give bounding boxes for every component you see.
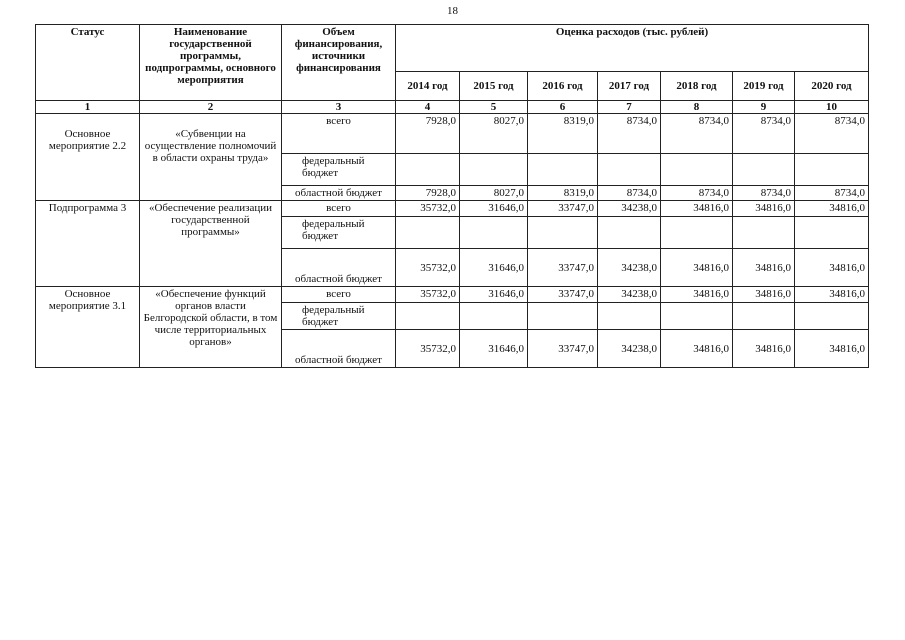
value-cell [598,217,661,249]
value-cell: 8734,0 [795,114,869,154]
value-cell [661,217,733,249]
header-year: 2019 год [733,72,795,101]
value-cell [795,303,869,330]
header-year: 2014 год [396,72,460,101]
value-cell: 34816,0 [661,287,733,303]
header-name: Наименование государственной программы, подпрограммы, основного мероприятия [140,25,282,101]
value-cell: 34816,0 [795,201,869,217]
column-number: 1 [36,101,140,114]
value-cell: 35732,0 [396,330,460,368]
header-status: Статус [36,25,140,101]
value-cell: 8734,0 [661,186,733,201]
value-cell: 34816,0 [795,287,869,303]
column-number: 2 [140,101,282,114]
value-cell [661,154,733,186]
value-cell: 31646,0 [460,287,528,303]
value-cell: 8027,0 [460,114,528,154]
value-cell: 8319,0 [528,186,598,201]
column-number: 8 [661,101,733,114]
value-cell: 34816,0 [733,287,795,303]
column-number: 4 [396,101,460,114]
value-cell [460,154,528,186]
value-cell [396,303,460,330]
value-cell [396,217,460,249]
funding-source-cell: всего [282,287,396,303]
value-cell [733,154,795,186]
expenditure-table [35,24,869,368]
header-estimate: Оценка расходов (тыс. рублей) [396,25,869,72]
column-number: 3 [282,101,396,114]
status-cell: Основное мероприятие 3.1 [36,287,140,368]
value-cell: 33747,0 [528,249,598,287]
value-cell [661,303,733,330]
value-cell: 34238,0 [598,249,661,287]
value-cell: 34238,0 [598,287,661,303]
value-cell: 34816,0 [795,249,869,287]
value-cell: 34816,0 [661,330,733,368]
value-cell: 34238,0 [598,201,661,217]
value-cell [528,303,598,330]
funding-source-cell: областной бюджет [282,249,396,287]
column-number: 10 [795,101,869,114]
value-cell: 8027,0 [460,186,528,201]
header-year: 2020 год [795,72,869,101]
value-cell: 8734,0 [733,186,795,201]
value-cell [396,154,460,186]
program-name-cell: «Субвенции на осуществление полномочий в области охраны труда» [140,114,282,201]
value-cell: 8734,0 [733,114,795,154]
value-cell [528,154,598,186]
program-name-cell: «Обеспечение реализации государственной программы» [140,201,282,287]
header-year: 2016 год [528,72,598,101]
value-cell: 35732,0 [396,287,460,303]
value-cell: 8734,0 [661,114,733,154]
header-year: 2018 год [661,72,733,101]
table-row [36,114,869,154]
value-cell: 31646,0 [460,201,528,217]
table-row [36,287,869,303]
header-year: 2017 год [598,72,661,101]
table-row [36,201,869,217]
value-cell: 35732,0 [396,201,460,217]
column-number: 6 [528,101,598,114]
value-cell: 33747,0 [528,201,598,217]
value-cell: 31646,0 [460,249,528,287]
value-cell: 34816,0 [795,330,869,368]
value-cell: 33747,0 [528,287,598,303]
value-cell: 31646,0 [460,330,528,368]
value-cell [598,154,661,186]
funding-source-cell: федеральный бюджет [282,303,396,330]
value-cell: 34238,0 [598,330,661,368]
program-name-cell: «Обеспечение функций органов власти Белгородской области, в том числе территориальных органов» [140,287,282,368]
column-number: 7 [598,101,661,114]
funding-source-cell: всего [282,114,396,154]
funding-source-cell: федеральный бюджет [282,217,396,249]
funding-source-cell: областной бюджет [282,186,396,201]
header-funding: Объем финансирования, источники финансирования [282,25,396,101]
value-cell: 7928,0 [396,114,460,154]
status-cell: Основное мероприятие 2.2 [36,114,140,201]
value-cell [795,154,869,186]
value-cell: 35732,0 [396,249,460,287]
value-cell: 8734,0 [795,186,869,201]
status-cell: Подпрограмма 3 [36,201,140,287]
header-year: 2015 год [460,72,528,101]
funding-source-cell: всего [282,201,396,217]
value-cell: 8734,0 [598,114,661,154]
value-cell: 33747,0 [528,330,598,368]
value-cell: 34816,0 [661,201,733,217]
column-number: 9 [733,101,795,114]
value-cell: 34816,0 [661,249,733,287]
value-cell: 34816,0 [733,330,795,368]
value-cell [460,217,528,249]
value-cell: 7928,0 [396,186,460,201]
value-cell [795,217,869,249]
value-cell [598,303,661,330]
funding-source-cell: областной бюджет [282,330,396,368]
value-cell [460,303,528,330]
column-number: 5 [460,101,528,114]
value-cell [733,217,795,249]
page-number: 18 [447,5,458,17]
value-cell [528,217,598,249]
value-cell: 34816,0 [733,201,795,217]
value-cell: 34816,0 [733,249,795,287]
funding-source-cell: федеральный бюджет [282,154,396,186]
value-cell: 8319,0 [528,114,598,154]
value-cell [733,303,795,330]
value-cell: 8734,0 [598,186,661,201]
